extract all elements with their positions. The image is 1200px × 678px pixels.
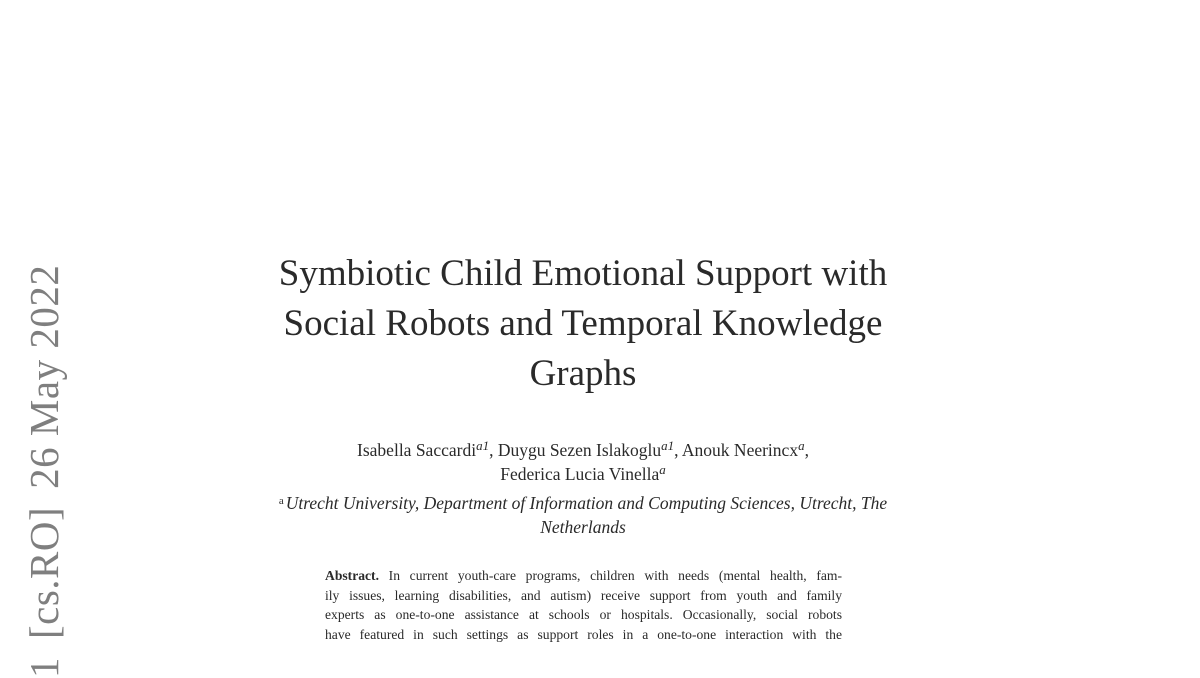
abstract-text: In current youth-care programs, children with needs (mental health, fam- <box>388 568 842 583</box>
abstract-line: experts as one-to-one assistance at schools or hospitals. Occasionally, social robots <box>325 607 842 622</box>
title-line: Graphs <box>529 353 637 394</box>
paper-title <box>200 249 966 399</box>
abstract-line: have featured in such settings as support roles in a one-to-one interaction with the <box>325 626 842 642</box>
author-line-2 <box>240 462 926 486</box>
title-line: Symbiotic Child Emotional Support with <box>278 253 888 294</box>
title-line: Social Robots and Temporal Knowledge <box>283 303 883 344</box>
arxiv-stamp <box>21 0 70 678</box>
author-affiliation-mark: a <box>798 438 805 453</box>
arxiv-id-fragment: 1 <box>21 657 67 678</box>
abstract-line: ily issues, learning disabilities, and autism) receive support from youth and family <box>325 587 842 603</box>
affiliation-mark: a <box>278 495 284 507</box>
author-name: Duygu Sezen Islakoglu <box>497 440 662 460</box>
author-affiliation-mark: a1 <box>476 438 490 453</box>
abstract-line <box>325 566 842 586</box>
abstract <box>325 566 842 644</box>
author-affiliation-mark: a1 <box>661 438 675 453</box>
arxiv-date: 26 May 2022 <box>21 264 67 489</box>
author-separator: , <box>674 440 682 460</box>
author-name: Federica Lucia Vinella <box>500 464 660 484</box>
author-separator: , <box>489 440 498 460</box>
author-affiliation-mark: a <box>659 462 666 477</box>
author-name: Isabella Saccardi <box>357 440 477 460</box>
author-line-1 <box>240 438 926 462</box>
affiliation <box>236 491 930 539</box>
arxiv-category: [cs.RO] <box>21 506 67 639</box>
author-name: Anouk Neerincx <box>681 440 799 460</box>
author-separator: , <box>804 440 809 460</box>
affiliation-line-2: Netherlands <box>540 517 626 537</box>
arxiv-stamp-text <box>22 265 66 678</box>
abstract-label: Abstract. <box>325 568 379 583</box>
affiliation-line-1 <box>236 491 930 515</box>
author-list <box>240 438 926 486</box>
affiliation-text: Utrecht University, Department of Information and Computing Sciences, Utrecht, The <box>285 493 888 513</box>
